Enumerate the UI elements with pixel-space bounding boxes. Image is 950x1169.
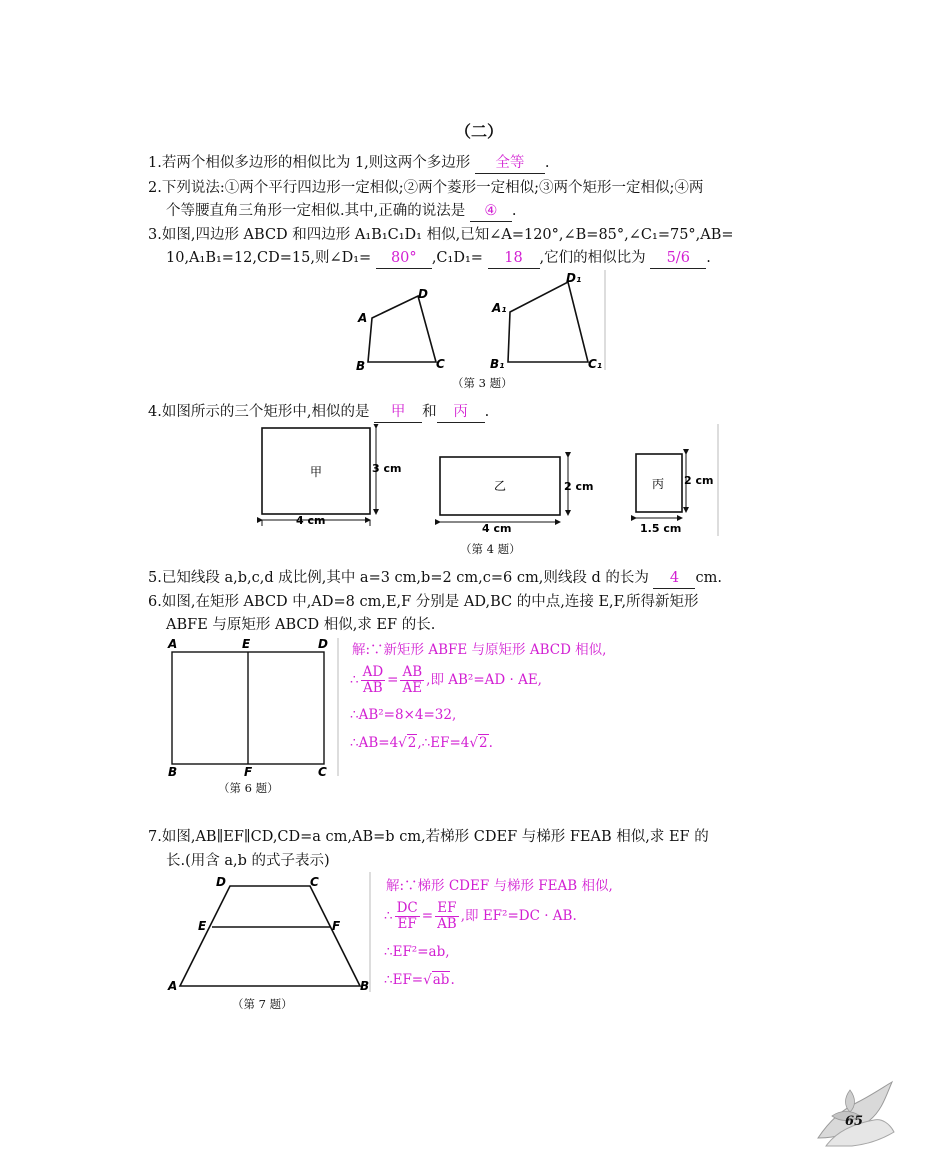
q3-answer-3: 5/6 [650,248,706,269]
label-D1: D₁ [566,271,582,285]
frac-num: AD [362,664,384,680]
question-6-line1: 6.如图,在矩形 ABCD 中,AD=8 cm,E,F 分别是 AD,BC 的中点,连接 E,F,所得新矩形 [148,594,699,610]
q7-solution-line2-suffix: ,即 EF²=DC · AB. [460,908,577,924]
frac-num: EF [435,901,459,917]
rect-yi-width: 4 cm [482,522,512,535]
radicand: 2 [479,735,488,751]
question-7-line1: 7.如图,AB∥EF∥CD,CD=a cm,AB=b cm,若梯形 CDEF 与梯形 FEAB 相似,求 EF 的 [148,829,709,845]
q7-sol4-b: . [450,972,455,988]
q6-sol4-c: . [488,735,493,751]
therefore-symbol: ∴ [384,908,393,924]
q2-answer: ④ [470,201,512,222]
q7-caption: （第 7 题） [232,997,293,1011]
therefore-symbol: ∴ [350,672,359,688]
q7-solution-line3: ∴EF²=ab, [384,944,450,960]
section-title: （二） [455,122,504,141]
quad-a1b1c1d1 [508,282,588,362]
label-F: F [244,765,253,778]
frac-num: AB [402,664,423,680]
fraction-ef-ab [435,901,459,932]
label-B: B [168,765,178,778]
label-A: A [168,979,178,993]
question-7-line2: 长.(用含 a,b 的式子表示) [166,853,330,869]
q6-solution-line2 [350,664,542,696]
q6-solution-line2-suffix: ,即 AB²=AD · AE, [426,672,542,688]
q2-text: 个等腰直角三角形一定相似.其中,正确的说法是 [166,203,466,219]
q7-sol4-a: ∴EF= [384,972,424,988]
q6-figure [162,638,342,778]
question-5 [148,568,722,589]
page-number: 65 [845,1114,864,1129]
q4-text: 4.如图所示的三个矩形中,相似的是 [148,404,370,420]
label-B: B [360,979,370,993]
label-D: D [318,638,328,651]
label-B: B [356,359,366,373]
q3-text-a: 10,A₁B₁=12,CD=15,则∠D₁= [166,250,372,266]
question-3-line1: 3.如图,四边形 ABCD 和四边形 A₁B₁C₁D₁ 相似,已知∠A=120°,∠B=85°,∠C₁=75°,AB= [148,227,734,243]
quad-abcd [368,296,436,362]
q3-text-d: . [706,250,711,266]
q6-solution-line3: ∴AB²=8×4=32, [350,707,457,723]
label-A: A [168,638,178,651]
rect-yi-label: 乙 [494,479,507,493]
q4-answer-2: 丙 [437,402,485,423]
label-C: C [436,357,445,371]
rect-bing-width: 1.5 cm [640,522,682,535]
label-D: D [418,287,428,301]
rect-bing-height: 2 cm [684,474,714,487]
rect-jia-height: 3 cm [372,462,402,475]
q4-end: . [484,404,490,420]
label-C: C [310,875,319,889]
q3-text-b: ,C₁D₁= [431,250,483,266]
fraction-ad-ab [361,665,386,696]
q1-text: 1.若两个相似多边形的相似比为 1,则这两个多边形 [148,155,471,171]
q3-text-c: ,它们的相似比为 [539,250,646,266]
q7-figure [164,872,374,996]
q3-figure [352,270,612,378]
rect-bing-label: 丙 [652,477,665,491]
fraction-ab-ae [400,665,424,696]
q5-end: cm. [695,570,722,586]
q4-figure [256,424,722,540]
question-6-line2: ABFE 与原矩形 ABCD 相似,求 EF 的长. [166,617,436,633]
q3-answer-2: 18 [488,248,540,269]
fraction-dc-ef [395,901,420,932]
q1-end: . [544,155,550,171]
label-F: F [332,919,341,933]
equals: = [421,908,434,924]
q3-answer-1: 80° [376,248,432,269]
equals: = [387,672,399,688]
question-2-line1: 2.下列说法:①两个平行四边形一定相似;②两个菱形一定相似;③两个矩形一定相似;④两 [148,180,704,196]
question-3-line2 [166,248,711,269]
trapezoid-abcd [180,886,360,986]
q4-answer-1: 甲 [374,402,422,423]
frac-den: EF [397,916,417,932]
label-C: C [318,765,327,778]
q7-solution-line4: ∴EF=√ab. [384,972,455,988]
q6-sol4-a: ∴AB=4 [350,735,399,751]
question-2-line2 [166,201,516,222]
label-D: D [216,875,226,889]
frac-den: AB [363,680,383,696]
q7-solution-line1: 解:∵梯形 CDEF 与梯形 FEAB 相似, [386,878,613,894]
q5-answer: 4 [653,568,695,589]
q1-answer: 全等 [475,153,545,174]
frac-num: DC [396,900,418,916]
rect-jia-label: 甲 [310,465,323,479]
label-E: E [198,919,207,933]
q7-solution-line2 [384,900,577,932]
frac-den: AB [437,916,457,932]
rect-yi-height: 2 cm [564,480,594,493]
q6-caption: （第 6 题） [218,781,279,795]
label-A: A [358,311,368,325]
frac-den: AE [402,680,423,696]
rect-jia-width: 4 cm [296,514,326,527]
q2-end: . [511,203,517,219]
q4-caption: （第 4 题） [460,542,521,556]
label-E: E [242,638,251,651]
q6-sol4-b: ,∴EF=4 [417,735,470,751]
q3-caption: （第 3 题） [452,376,513,390]
question-4 [148,402,489,423]
label-B1: B₁ [490,357,505,371]
radicand: ab [432,972,450,988]
q6-solution-line1: 解:∵新矩形 ABFE 与原矩形 ABCD 相似, [352,642,607,658]
q6-solution-line4: ∴AB=4√2,∴EF=4√2. [350,735,493,751]
q4-mid: 和 [422,404,437,420]
radicand: 2 [407,735,417,751]
q5-text: 5.已知线段 a,b,c,d 成比例,其中 a=3 cm,b=2 cm,c=6 cm,则线段 d 的长为 [148,570,649,586]
question-1 [148,153,550,174]
label-A1: A₁ [492,301,507,315]
label-C1: C₁ [588,357,603,371]
